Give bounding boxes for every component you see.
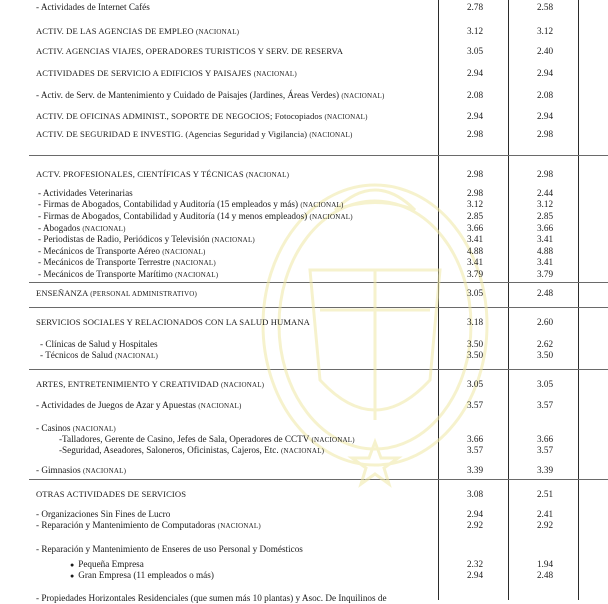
rate-value-col2: 2.62 xyxy=(536,339,554,349)
rate-value-col1: 4.88 xyxy=(466,246,484,256)
row-label-suffix: (NACIONAL) xyxy=(162,248,206,256)
rate-value-col2: 2.94 xyxy=(536,111,554,121)
rate-value-col1: 3.66 xyxy=(466,223,484,233)
row-label-suffix: (NACIONAL) xyxy=(309,213,353,221)
row-label xyxy=(36,168,289,181)
row-label xyxy=(36,25,239,38)
row-label-text: -Talladores, Gerente de Casino, Jefes de Sala, Operadores de CCTV xyxy=(59,434,310,444)
rate-value-col1: 2.08 xyxy=(466,90,484,100)
rate-value-col1: 2.94 xyxy=(466,509,484,519)
rate-value-col1: 2.92 xyxy=(466,520,484,530)
table-row xyxy=(0,25,608,37)
row-label xyxy=(36,519,261,532)
rate-value-col2: 2.60 xyxy=(536,317,554,327)
row-label-suffix: (NACIONAL) xyxy=(309,131,353,139)
row-label-suffix: (NACIONAL) xyxy=(195,28,240,36)
row-label-suffix: (NACIONAL) xyxy=(253,70,297,78)
rate-value-col2: 2.48 xyxy=(536,288,554,298)
rate-value-col2: 3.50 xyxy=(536,350,554,360)
bullet-icon: ● xyxy=(70,572,75,580)
row-label-suffix: (NACIONAL) xyxy=(280,447,325,455)
row-label-text: ACTIV. DE OFICINAS ADMINIST., SOPORTE DE NEGOCIOS; Fotocopiados xyxy=(36,111,323,121)
row-label-text: - Actividades Veterinarias xyxy=(38,188,133,198)
row-label-text: SERVICIOS SOCIALES Y RELACIONADOS CON LA SALUD HUMANA xyxy=(36,317,310,327)
row-label-text: ENSEÑANZA xyxy=(36,288,88,298)
rate-value-col2: 3.41 xyxy=(536,257,554,267)
rate-value-col2: 2.58 xyxy=(536,2,554,12)
rate-value-col2: 3.05 xyxy=(536,379,554,389)
rate-value-col2: 3.12 xyxy=(536,26,554,36)
row-label xyxy=(59,444,324,457)
table-row xyxy=(0,198,608,210)
rate-value-col2: 3.79 xyxy=(536,269,554,279)
row-label-text: Pequeña Empresa xyxy=(78,559,144,569)
rate-value-col1: 3.12 xyxy=(466,26,484,36)
row-label xyxy=(36,592,387,604)
rate-value-col2: 2.41 xyxy=(536,509,554,519)
rate-value-col2: 2.85 xyxy=(536,211,554,221)
row-label-suffix: (NACIONAL) xyxy=(341,92,385,100)
rate-value-col1: 3.05 xyxy=(466,46,484,56)
row-label-text: - Activ. de Serv. de Mantenimiento y Cuidado de Paisajes (Jardines, Áreas Verdes) xyxy=(36,90,340,100)
row-label-text: ACTIV. AGENCIAS VIAJES, OPERADORES TURISTICOS Y SERV. DE RESERVA xyxy=(36,46,344,56)
rate-value-col1: 3.66 xyxy=(466,434,484,444)
row-label-text: - Gimnasios xyxy=(36,465,81,475)
rate-value-col1: 3.39 xyxy=(466,465,484,475)
rate-value-col1: 3.57 xyxy=(466,400,484,410)
rate-value-col2: 2.98 xyxy=(536,169,554,179)
row-label-text: -Seguridad, Aseadores, Saloneros, Oficinistas, Cajeros, Etc. xyxy=(59,445,279,455)
row-label-suffix: (NACIONAL) xyxy=(245,171,290,179)
table-row xyxy=(0,233,608,245)
rate-value-col1: 2.98 xyxy=(466,169,484,179)
row-label-text: - Clínicas de Salud y Hospitales xyxy=(40,339,158,349)
row-label-suffix: (NACIONAL) xyxy=(82,467,127,475)
row-label-text: - Casinos xyxy=(36,423,71,433)
table-row xyxy=(0,543,608,555)
rate-value-col1: 2.32 xyxy=(466,559,484,569)
table-row xyxy=(0,464,608,476)
rate-value-col1: 2.98 xyxy=(466,188,484,198)
rate-value-col1: 2.94 xyxy=(466,111,484,121)
row-label-text: - Periodistas de Radio, Periódicos y Televisión xyxy=(38,234,210,244)
table-row xyxy=(0,110,608,122)
table-row xyxy=(0,378,608,390)
rate-value-col1: 3.57 xyxy=(466,445,484,455)
row-label xyxy=(36,378,264,391)
rate-value-col2: 2.44 xyxy=(536,188,554,198)
row-label-text: - Reparación y Mantenimiento de Computadoras xyxy=(36,520,216,530)
table-row xyxy=(0,67,608,79)
rate-value-col2: 1.94 xyxy=(536,559,554,569)
table-row xyxy=(0,399,608,411)
rate-value-col1: 3.05 xyxy=(466,288,484,298)
table-row xyxy=(0,569,608,581)
row-label-text: - Reparación y Mantenimiento de Enseres de uso Personal y Domésticos xyxy=(36,544,303,554)
rate-value-col2: 4.88 xyxy=(536,246,554,256)
row-label-suffix: (NACIONAL) xyxy=(300,201,344,209)
row-label-text: ACTIV. DE SEGURIDAD E INVESTIG. (Agencias Seguridad y Vigilancia) xyxy=(36,129,308,139)
row-label-text: - Firmas de Abogados, Contabilidad y Auditoría (14 y menos empleados) xyxy=(38,211,308,221)
row-label xyxy=(38,268,218,281)
rate-value-col2: 2.40 xyxy=(536,46,554,56)
row-label-text: ARTES, ENTRETENIMIENTO Y CREATIVIDAD xyxy=(36,379,219,389)
row-label xyxy=(36,543,303,555)
rate-value-col2: 2.08 xyxy=(536,90,554,100)
rate-value-col2: 3.39 xyxy=(536,465,554,475)
rate-value-col2: 2.94 xyxy=(536,68,554,78)
row-label-text: ACTIV. DE LAS AGENCIAS DE EMPLEO xyxy=(36,26,194,36)
row-label xyxy=(36,89,385,102)
row-label-text: ACTIVIDADES DE SERVICIO A EDIFICIOS Y PAISAJES xyxy=(36,68,252,78)
row-label-suffix: (NACIONAL) xyxy=(221,381,265,389)
table-row xyxy=(0,256,608,268)
rate-value-col2: 3.57 xyxy=(536,445,554,455)
row-label-text: - Propiedades Horizontales Residenciales (que sumen más 10 plantas) y Asoc. De Inquilinos de xyxy=(36,593,387,603)
rate-value-col2: 2.98 xyxy=(536,129,554,139)
row-label-suffix: (NACIONAL) xyxy=(72,425,116,433)
row-label-text: - Mecánicos de Transporte Terrestre xyxy=(38,257,171,267)
row-label xyxy=(36,45,343,57)
row-label-suffix: (NACIONAL) xyxy=(172,259,216,267)
table-row xyxy=(0,210,608,222)
table-row xyxy=(0,268,608,280)
row-label-text: OTRAS ACTIVIDADES DE SERVICIOS xyxy=(36,489,187,499)
table-row xyxy=(0,45,608,57)
row-label-suffix: (NACIONAL) xyxy=(114,352,159,360)
row-label-text: - Actividades de Internet Cafés xyxy=(36,2,150,12)
row-label-suffix: (NACIONAL) xyxy=(198,402,242,410)
row-label-suffix: (NACIONAL) xyxy=(82,225,126,233)
row-label-text: - Abogados xyxy=(38,223,81,233)
rate-value-col2: 2.48 xyxy=(536,570,554,580)
rate-value-col1: 2.78 xyxy=(466,2,484,12)
row-label xyxy=(36,128,353,141)
rate-value-col2: 2.92 xyxy=(536,520,554,530)
row-label-suffix: (NACIONAL) xyxy=(324,113,368,121)
table-row xyxy=(0,488,608,500)
rate-value-col1: 3.12 xyxy=(466,199,484,209)
row-label-suffix: (NACIONAL) xyxy=(217,522,261,530)
row-label-text: - Actividades de Juegos de Azar y Apuestas xyxy=(36,400,196,410)
row-label-text: - Organizaciones Sin Fines de Lucro xyxy=(36,509,171,519)
row-label xyxy=(36,67,297,80)
table-row xyxy=(0,128,608,140)
row-label xyxy=(40,349,158,362)
rate-value-col1: 3.41 xyxy=(466,257,484,267)
row-label xyxy=(36,1,150,13)
row-label xyxy=(36,488,186,500)
rate-value-col1: 3.41 xyxy=(466,234,484,244)
row-label-text: - Mecánicos de Transporte Marítimo xyxy=(38,269,173,279)
rate-value-col2: 3.66 xyxy=(536,223,554,233)
row-label-suffix: (NACIONAL) xyxy=(311,436,355,444)
row-label-text: - Técnicos de Salud xyxy=(40,350,113,360)
row-label-suffix: (NACIONAL) xyxy=(211,236,255,244)
row-label xyxy=(36,316,310,328)
row-label-text: Gran Empresa (11 empleados o más) xyxy=(78,570,214,580)
row-label xyxy=(36,464,126,477)
rate-value-col1: 2.98 xyxy=(466,129,484,139)
table-row xyxy=(0,519,608,531)
rate-value-col1: 3.50 xyxy=(466,339,484,349)
rate-value-col1: 2.94 xyxy=(466,68,484,78)
table-row xyxy=(0,168,608,180)
rate-value-col1: 3.05 xyxy=(466,379,484,389)
table-row xyxy=(0,89,608,101)
table-row xyxy=(0,1,608,13)
row-label-text: ACTV. PROFESIONALES, CIENTÍFICAS Y TÉCNICAS xyxy=(36,169,244,179)
row-label xyxy=(36,399,242,412)
table-row xyxy=(0,592,608,604)
table-row xyxy=(0,349,608,361)
rate-value-col2: 3.66 xyxy=(536,434,554,444)
rate-value-col2: 3.57 xyxy=(536,400,554,410)
row-label xyxy=(36,287,197,300)
table-row xyxy=(0,316,608,328)
table-row xyxy=(0,287,608,299)
row-label xyxy=(70,569,214,582)
row-label-suffix: (NACIONAL) xyxy=(175,271,219,279)
rate-value-col1: 3.18 xyxy=(466,317,484,327)
row-label-text: - Firmas de Abogados, Contabilidad y Auditoría (15 empleados y más) xyxy=(38,199,299,209)
row-label-suffix: (PERSONAL ADMINISTRATIVO) xyxy=(90,290,198,298)
table-row xyxy=(0,444,608,456)
rate-value-col1: 2.94 xyxy=(466,570,484,580)
rate-value-col1: 2.85 xyxy=(466,211,484,221)
bullet-icon: ● xyxy=(70,561,75,569)
row-label xyxy=(36,110,368,123)
rate-value-col2: 3.41 xyxy=(536,234,554,244)
rate-value-col1: 3.79 xyxy=(466,269,484,279)
rate-value-col1: 3.50 xyxy=(466,350,484,360)
rate-value-col1: 3.08 xyxy=(466,489,484,499)
row-label-text: - Mecánicos de Transporte Aéreo xyxy=(38,246,160,256)
rate-value-col2: 3.12 xyxy=(536,199,554,209)
rate-value-col2: 2.51 xyxy=(536,489,554,499)
